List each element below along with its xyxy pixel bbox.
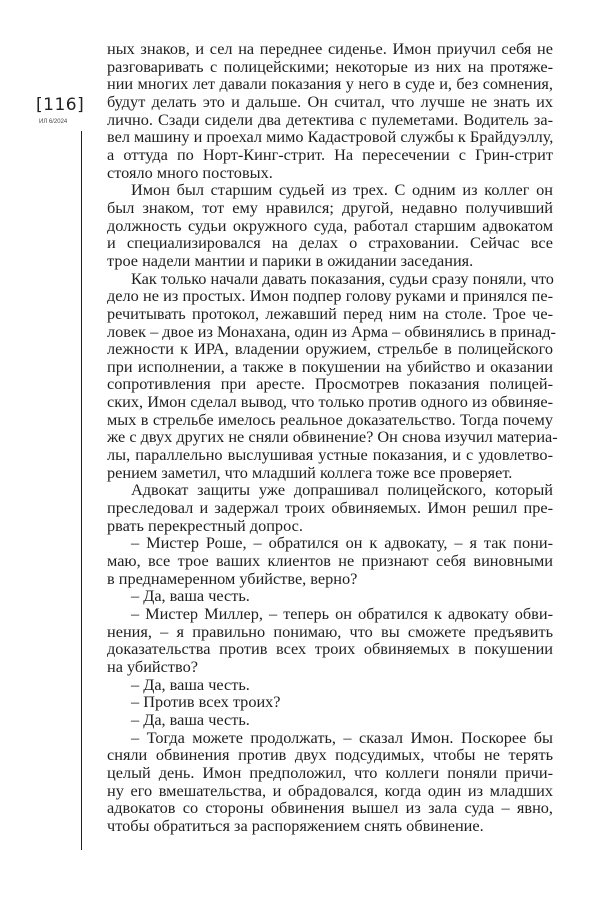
text-line: – Да, ваша честь.	[131, 709, 250, 729]
text-line: ских, Имон сделал вывод, что только против одного из обвиняе-	[107, 392, 553, 412]
text-line: сопротивления при аресте. Просмотрев показания полицей-	[107, 374, 553, 394]
body-text	[107, 39, 558, 835]
text-line: дело не из простых. Имон подпер голову руками и принялся пе-	[107, 286, 553, 306]
text-line: маю, все трое ваших клиентов не признают себя виновными	[107, 551, 553, 571]
text-line: мых в стрельбе имелось реальное доказательство. Тогда почему	[107, 409, 553, 429]
text-line: вел машину и проехал мимо Кадастровой службы к Брайдуэллу,	[107, 127, 554, 147]
text-line: на убийство?	[107, 656, 198, 676]
text-line: Адвокат защиты уже допрашивал полицейского, который	[131, 480, 553, 500]
text-line: будут делать это и дальше. Он считал, что лучше не знать их	[107, 91, 553, 111]
text-line: лы, параллельно выслушивая устные показания, и с удовлетво-	[107, 445, 553, 465]
text-line: же с двух других не сняли обвинение? Он снова изучил материа-	[107, 427, 558, 447]
text-line: а оттуда по Норт-Кинг-стрит. На пересечении с Грин-стрит	[107, 144, 553, 164]
text-line: трое надели мантии и парики в ожидании заседания.	[107, 250, 474, 270]
text-line: речитывать протокол, лежавший перед ним на столе. Трое че-	[107, 303, 553, 323]
paragraph	[107, 268, 558, 482]
paragraph	[107, 693, 553, 711]
text-line: – Мистер Роше, – обратился он к адвокату, – я так пони-	[131, 533, 553, 553]
issue-label: ИЛ 6/2024	[39, 119, 68, 125]
paragraph	[107, 181, 553, 269]
text-line: чтобы обратиться за распоряжением снять обвинение.	[107, 815, 484, 835]
paragraph	[107, 729, 553, 835]
text-line: целый день. Имон предположил, что коллеги поняли причи-	[107, 762, 553, 782]
text-line: и специализировался на делах о страховании. Сейчас все	[107, 233, 553, 253]
text-line: лично. Сзади сидели два детектива с пулеметами. Водитель за-	[107, 109, 553, 129]
text-line: нения, – я правильно понимаю, что вы сможете предъявить	[107, 621, 553, 641]
paragraph	[107, 711, 553, 729]
paragraph	[107, 40, 553, 181]
text-line: – Да, ваша честь.	[131, 674, 250, 694]
text-line: ну его вмешательства, и обрадовался, когда один из младших	[107, 780, 553, 800]
text-line: – Против всех троих?	[131, 692, 281, 712]
paragraph	[107, 676, 553, 694]
text-line: адвокатов со стороны обвинения вышел из зала суда – явно,	[107, 798, 553, 818]
text-line: в преднамеренном убийстве, верно?	[107, 568, 358, 588]
text-line: – Тогда можете продолжать, – сказал Имон. Поскорее бы	[131, 727, 553, 747]
text-line: рвать перекрестный допрос.	[107, 515, 303, 535]
text-line: преследовал и задержал троих обвиняемых. Имон решил пре-	[107, 498, 553, 518]
paragraph	[107, 534, 553, 587]
text-line: нии многих лет давали показания у него в суде и, без сомнения,	[107, 74, 553, 94]
text-line: был знаком, тот ему нравился; другой, недавно получивший	[107, 197, 553, 217]
text-line: сняли обвинения против двух подсудимых, чтобы не терять	[107, 745, 553, 765]
text-line: ных знаков, и сел на переднее сиденье. Имон приучил себя не	[107, 39, 553, 58]
text-line: разговаривать с полицейскими; некоторые из них на протяже-	[107, 56, 553, 76]
text-line: доказательства против всех троих обвиняемых в покушении	[107, 639, 553, 659]
text-line: рением заметил, что младший коллега тоже все проверяет.	[107, 462, 513, 482]
text-line: стояло много постовых.	[107, 162, 273, 182]
text-line: – Мистер Миллер, – теперь он обратился к адвокату обви-	[131, 604, 553, 623]
text-line: лежности к ИРА, владении оружием, стрельбе в полицейского	[107, 339, 553, 359]
text-line: при исполнении, а также в покушении на убийство и оказании	[107, 356, 553, 376]
paragraph	[107, 587, 553, 605]
text-line: Имон был старшим судьей из трех. С одним из коллег он	[131, 180, 553, 200]
page-number: [116]	[36, 95, 85, 115]
paragraph	[107, 605, 553, 676]
paragraph	[107, 481, 553, 534]
text-line: ловек – двое из Монахана, один из Арма – обвинялись в принад-	[107, 321, 556, 341]
text-line: Как только начали давать показания, судьи сразу поняли, что	[131, 268, 554, 288]
text-line: – Да, ваша честь.	[131, 586, 250, 606]
text-line: должность судьи окружного суда, работал старшим адвокатом	[107, 215, 553, 235]
margin-rule	[81, 131, 82, 850]
